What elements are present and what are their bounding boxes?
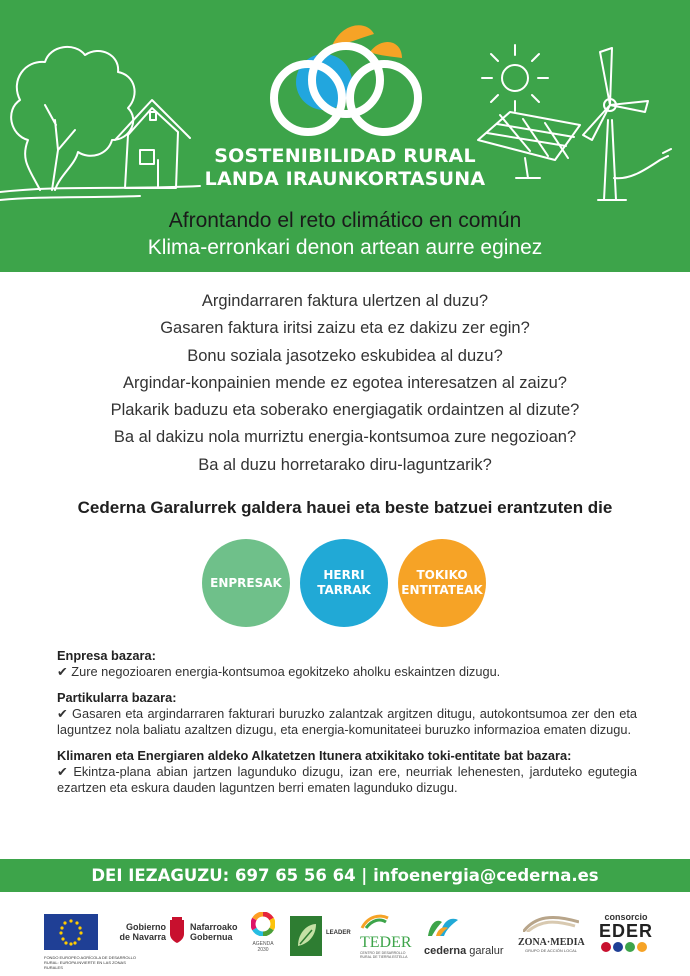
teder-logo: TEDER CENTRO DE DESARROLLO RURAL DE TIERRA ESTELLA bbox=[360, 912, 416, 959]
section-heading: Enpresa bazara: bbox=[57, 648, 156, 663]
contact-bar: DEI IEZAGUZU: 697 65 56 64 | infoenergia@cederna.es bbox=[0, 859, 690, 892]
question-item: Argindarraren faktura ulertzen al duzu? bbox=[201, 292, 489, 310]
question-item: Bonu soziala jasotzeko eskubidea al duzu? bbox=[187, 346, 503, 365]
leader-logo-icon bbox=[290, 916, 322, 956]
eu-logo bbox=[44, 914, 137, 970]
question-item: Ba al dakizu nola murriztu energia-kontsumoa zure negozioan? bbox=[113, 428, 577, 447]
question-item: Gasaren faktura iritsi zaizu eta ez dakizu zer egin? bbox=[160, 319, 530, 338]
sustainability-logo bbox=[262, 22, 432, 142]
section-body: ✔ Gasaren eta argindarraren fakturari buruzko zalantzak argitzen ditugu, autokontsumoa zer den eta laguntzez nola baliatu azaltzen dizugu, eta energia-komunitateei buruzko informazioa ematen dizugu. bbox=[57, 705, 637, 737]
section-heading: Partikularra bazara: bbox=[57, 689, 177, 705]
sponsor-logos bbox=[0, 900, 690, 976]
sdg-wheel-icon bbox=[251, 912, 275, 936]
eder-dots-icon bbox=[598, 941, 654, 953]
nafarroako-gobernua-logo: Nafarroako Gobernua bbox=[190, 922, 238, 942]
answer-heading: Cederna Garalurrek galdera hauei eta beste batzuei erantzuten die bbox=[77, 498, 613, 517]
gobierno-navarra-logo: Gobierno de Navarra bbox=[119, 922, 166, 942]
question-item: Plakarik baduzu eta soberako energiagatik ordaintzen al dizute? bbox=[110, 401, 580, 420]
question-list bbox=[0, 288, 690, 479]
eu-flag-icon bbox=[44, 914, 98, 950]
section-body: ✔ Zure negozioaren energia-kontsumoa egokitzeko aholku eskaintzen dizugu. bbox=[57, 664, 501, 679]
cederna-hands-icon bbox=[424, 914, 464, 940]
teder-arcs-icon bbox=[360, 912, 390, 930]
zona-media-logo: ZONA·MEDIA GRUPO DE ACCIÓN LOCAL bbox=[518, 912, 584, 953]
circle-companies: ENPRESAK bbox=[202, 539, 290, 627]
question-item: Ba al duzu horretarako diru-laguntzarik? bbox=[198, 455, 492, 474]
subtitle-basque: Klima-erronkari denon artean aurre eginez bbox=[147, 236, 543, 259]
header-banner bbox=[0, 0, 690, 272]
navarra-shield-icon bbox=[168, 916, 186, 944]
eu-caption: FONDO EUROPEO AGRÍCOLA DE DESARROLLO RURAL: EUROPA INVIERTE EN LAS ZONAS RURALES bbox=[44, 955, 137, 970]
title-line-1: SOSTENIBILIDAD RURAL bbox=[214, 145, 476, 167]
section-body: ✔ Ekintza-plana abian jartzen lagunduko dizugu, izan ere, neurriak lehenesten, jarduteko egutegia ezartzen eta eskura dauden laguntzen berri ematen lagunduko dizugu. bbox=[57, 763, 637, 795]
circle-citizens: HERRI TARRAK bbox=[300, 539, 388, 627]
section-heading: Klimaren eta Energiaren aldeko Alkatetzen Itunera atxikitako toki-entitate bat bazara: bbox=[57, 747, 572, 763]
agenda-2030-logo: AGENDA 2030 bbox=[248, 912, 278, 953]
zona-media-hills-icon bbox=[523, 912, 579, 932]
circle-local-entities: TOKIKO ENTITATEAK bbox=[398, 539, 486, 627]
question-item: Argindar-konpainien mende ez egotea interesatzen al zaizu? bbox=[123, 373, 567, 392]
info-sections bbox=[57, 648, 637, 806]
sun-icon bbox=[502, 65, 528, 91]
subtitle-spanish: Afrontando el reto climático en común bbox=[168, 209, 522, 232]
consorcio-eder-logo: consorcio EDER bbox=[596, 912, 656, 958]
leader-label: LEADER bbox=[326, 930, 351, 936]
cederna-garalur-logo: cederna garalur bbox=[424, 914, 506, 957]
title-line-2: LANDA IRAUNKORTASUNA bbox=[204, 168, 486, 190]
